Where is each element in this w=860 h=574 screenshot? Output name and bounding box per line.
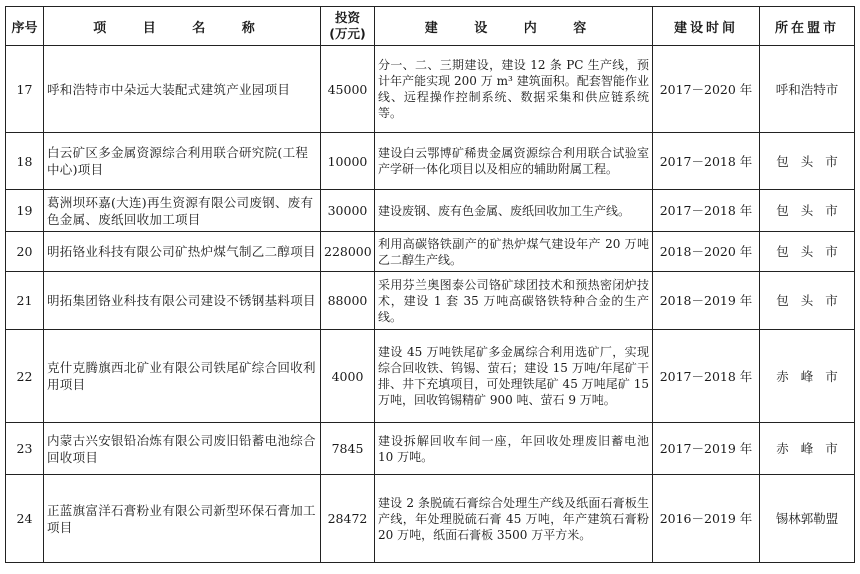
row-invest: 45000: [321, 46, 375, 133]
row-content: 采用芬兰奥图泰公司铬矿球团技术和预热密闭炉技术，建设 1 套 35 万吨高碳铬铁特种合金的生产线。: [375, 272, 653, 330]
row-name: 明拓集团铬业科技有限公司建设不锈钢基料项目: [44, 272, 321, 330]
row-name: 明拓铬业科技有限公司矿热炉煤气制乙二醇项目: [44, 232, 321, 272]
row-invest: 88000: [321, 272, 375, 330]
row-time: 2018－2019 年: [653, 272, 760, 330]
row-time: 2017－2020 年: [653, 46, 760, 133]
row-no: 17: [6, 46, 44, 133]
row-name: 正蓝旗富洋石膏粉业有限公司新型环保石膏加工项目: [44, 475, 321, 563]
row-location: 呼和浩特市: [760, 46, 855, 133]
row-content: 建设白云鄂博矿稀贵金属资源综合利用联合试验室产学研一体化项目以及相应的辅助附属工程。: [375, 133, 653, 190]
row-time: 2017－2018 年: [653, 133, 760, 190]
header-location: 所在盟市: [760, 7, 855, 46]
row-no: 23: [6, 423, 44, 475]
row-time: 2018－2020 年: [653, 232, 760, 272]
row-invest: 10000: [321, 133, 375, 190]
row-content: 建设拆解回收车间一座，年回收处理废旧蓄电池 10 万吨。: [375, 423, 653, 475]
table-row: [6, 46, 855, 133]
row-location: 包头市: [760, 133, 855, 190]
row-no: 22: [6, 330, 44, 423]
row-no: 19: [6, 190, 44, 232]
row-location: 赤峰市: [760, 423, 855, 475]
table-row: [6, 133, 855, 190]
row-time: 2017－2018 年: [653, 190, 760, 232]
row-invest: 7845: [321, 423, 375, 475]
row-time: 2017－2018 年: [653, 330, 760, 423]
header-name: 项 目 名 称: [44, 7, 321, 46]
row-no: 21: [6, 272, 44, 330]
row-invest: 4000: [321, 330, 375, 423]
row-name: 呼和浩特市中朵远大装配式建筑产业园项目: [44, 46, 321, 133]
table-row: [6, 190, 855, 232]
row-location: 包头市: [760, 232, 855, 272]
row-no: 20: [6, 232, 44, 272]
row-location: 包头市: [760, 272, 855, 330]
row-no: 18: [6, 133, 44, 190]
row-invest: 228000: [321, 232, 375, 272]
table-header-row: [6, 7, 855, 46]
row-time: 2017－2019 年: [653, 423, 760, 475]
row-location: 锡林郭勒盟: [760, 475, 855, 563]
table-row: [6, 475, 855, 563]
row-name: 白云矿区多金属资源综合利用联合研究院(工程中心)项目: [44, 133, 321, 190]
row-location: 包头市: [760, 190, 855, 232]
table-row: [6, 423, 855, 475]
project-table-page: [5, 6, 854, 568]
table-row: [6, 272, 855, 330]
row-content: 建设 2 条脱硫石膏综合处理生产线及纸面石膏板生产线，年处理脱硫石膏 45 万吨，年产建筑石膏粉 20 万吨，纸面石膏板 3500 万平方米。: [375, 475, 653, 563]
header-no: 序号: [6, 7, 44, 46]
row-content: 分一、二、三期建设，建设 12 条 PC 生产线，预计年产能实现 200 万 m³ 建筑面积。配套智能作业线、远程操作控制系统、数据采集和供应链系统等。: [375, 46, 653, 133]
row-content: 建设废钢、废有色金属、废纸回收加工生产线。: [375, 190, 653, 232]
row-no: 24: [6, 475, 44, 563]
row-invest: 28472: [321, 475, 375, 563]
header-time: 建设时间: [653, 7, 760, 46]
row-invest: 30000: [321, 190, 375, 232]
row-name: 克什克腾旗西北矿业有限公司铁尾矿综合回收利用项目: [44, 330, 321, 423]
row-content: 建设 45 万吨铁尾矿多金属综合利用选矿厂，实现综合回收铁、钨锡、萤石；建设 15 万吨/年尾矿干排、井下充填项目，可处理铁尾矿 45 万吨尾矿 15 万吨，回收钨锡精矿 900 吨、萤石 9 万吨。: [375, 330, 653, 423]
row-time: 2016－2019 年: [653, 475, 760, 563]
row-location: 赤峰市: [760, 330, 855, 423]
header-content: 建 设 内 容: [375, 7, 653, 46]
row-name: 葛洲坝环嘉(大连)再生资源有限公司废钢、废有色金属、废纸回收加工项目: [44, 190, 321, 232]
table-row: [6, 232, 855, 272]
row-name: 内蒙古兴安银铅冶炼有限公司废旧铅蓄电池综合回收项目: [44, 423, 321, 475]
header-invest: 投资 (万元): [321, 7, 375, 46]
project-table: [5, 6, 855, 563]
table-row: [6, 330, 855, 423]
row-content: 利用高碳铬铁副产的矿热炉煤气建设年产 20 万吨乙二醇生产线。: [375, 232, 653, 272]
